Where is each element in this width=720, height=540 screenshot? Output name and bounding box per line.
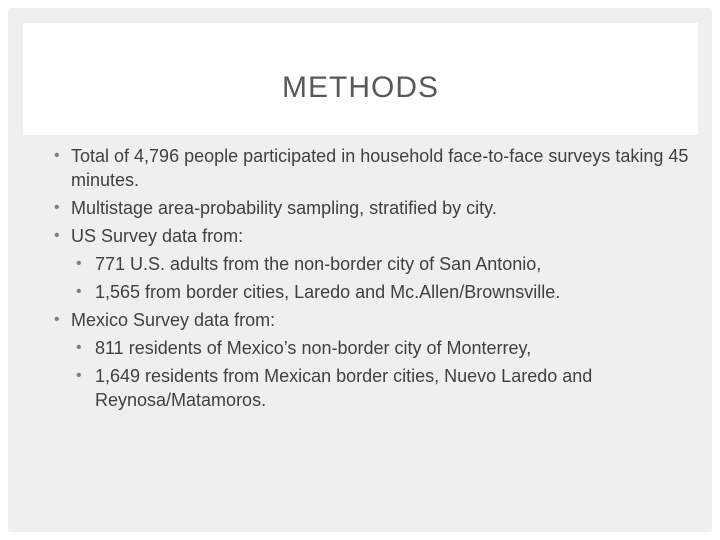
sub-bullet-text: 1,565 from border cities, Laredo and Mc.Allen/Brownsville. — [95, 282, 561, 302]
bullet-item — [52, 308, 692, 412]
bullet-item — [52, 224, 692, 304]
bullet-text: Multistage area-probability sampling, stratified by city. — [71, 198, 497, 218]
slide-content — [52, 144, 692, 416]
sub-bullet-text: 771 U.S. adults from the non-border city of San Antonio, — [95, 254, 542, 274]
bullet-text: US Survey data from: — [71, 226, 244, 246]
bullet-icon: • — [54, 311, 60, 328]
bullet-item — [52, 196, 692, 220]
bullet-icon: • — [54, 199, 60, 216]
bullet-icon: • — [54, 147, 60, 164]
bullet-item — [52, 144, 692, 192]
bullet-text: Mexico Survey data from: — [71, 310, 276, 330]
sub-bullet-item — [71, 336, 692, 360]
bullet-text: Total of 4,796 people participated in household face-to-face surveys taking 45 minutes. — [71, 146, 689, 190]
sub-bullet-text: 1,649 residents from Mexican border cities, Nuevo Laredo and Reynosa/Matamoros. — [95, 366, 593, 410]
sub-bullet-item — [71, 252, 692, 276]
title-box — [23, 23, 698, 135]
sub-bullet-item — [71, 364, 692, 412]
sub-bullet-list — [71, 336, 692, 412]
bullet-icon: • — [76, 255, 82, 272]
bullet-list — [52, 144, 692, 412]
slide-title: METHODS — [282, 71, 439, 104]
slide — [8, 8, 712, 532]
sub-bullet-text: 811 residents of Mexico’s non-border city of Monterrey, — [95, 338, 532, 358]
bullet-icon: • — [54, 227, 60, 244]
bullet-icon: • — [76, 283, 82, 300]
sub-bullet-list — [71, 252, 692, 304]
sub-bullet-item — [71, 280, 692, 304]
bullet-icon: • — [76, 339, 82, 356]
bullet-icon: • — [76, 367, 82, 384]
